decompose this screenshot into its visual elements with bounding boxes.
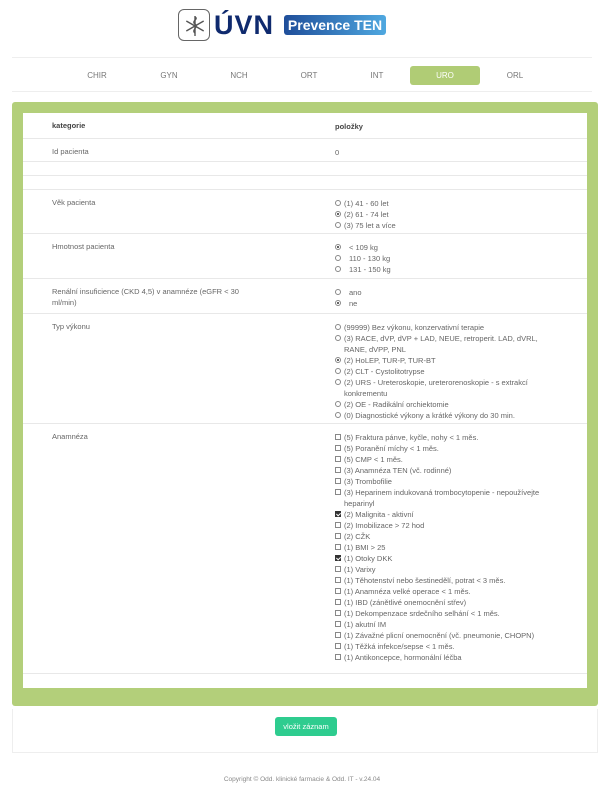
anamnesis-option[interactable]: (3) Anamnéza TEN (vč. rodinné) xyxy=(335,465,555,476)
department-tabs xyxy=(12,57,592,92)
anamnesis-option[interactable]: (5) Poranění míchy < 1 měs. xyxy=(335,443,555,454)
checkbox[interactable] xyxy=(335,434,341,440)
logo-text: ÚVN xyxy=(214,10,275,40)
anamnesis-row xyxy=(23,424,587,674)
anamnesis-options xyxy=(335,432,555,663)
checkbox[interactable] xyxy=(335,478,341,484)
checkbox[interactable] xyxy=(335,555,341,561)
radio-button[interactable] xyxy=(335,255,341,261)
anamnesis-option[interactable]: (2) CŽK xyxy=(335,531,555,542)
procedure-option[interactable]: (2) CLT - Cystolitotrypse xyxy=(335,366,555,377)
anamnesis-option[interactable]: (1) Antikoncepce, hormonální léčba xyxy=(335,652,555,663)
tab-gyn[interactable]: GYN xyxy=(160,71,178,80)
anamnesis-option[interactable]: (3) Trombofilie xyxy=(335,476,555,487)
anamnesis-option[interactable]: (1) Anamnéza velké operace < 1 měs. xyxy=(335,586,555,597)
logo-subtitle: Prevence TEN xyxy=(284,15,386,35)
radio-button[interactable] xyxy=(335,200,341,206)
radio-button[interactable] xyxy=(335,289,341,295)
anamnesis-label: Anamnéza xyxy=(52,432,88,441)
checkbox[interactable] xyxy=(335,533,341,539)
anamnesis-option[interactable]: (1) Otoky DKK xyxy=(335,553,555,564)
empty-row xyxy=(23,162,587,176)
checkbox[interactable] xyxy=(335,654,341,660)
checkbox[interactable] xyxy=(335,467,341,473)
anamnesis-option[interactable]: (1) Těžká infekce/sepse < 1 měs. xyxy=(335,641,555,652)
radio-button[interactable] xyxy=(335,244,341,250)
patient-id-value: 0 xyxy=(335,148,340,157)
weight-label: Hmotnost pacienta xyxy=(52,242,115,251)
radio-button[interactable] xyxy=(335,412,341,418)
weight-option[interactable]: 110 - 130 kg xyxy=(335,253,555,264)
weight-option[interactable]: < 109 kg xyxy=(335,242,555,253)
tab-chir[interactable]: CHIR xyxy=(87,71,107,80)
tab-uro[interactable]: URO xyxy=(410,66,480,85)
patient-id-label: Id pacienta xyxy=(52,147,89,156)
radio-button[interactable] xyxy=(335,211,341,217)
radio-button[interactable] xyxy=(335,368,341,374)
anamnesis-option[interactable]: (1) IBD (zánětlivé onemocnění střev) xyxy=(335,597,555,608)
tab-int[interactable]: INT xyxy=(370,71,384,80)
checkbox[interactable] xyxy=(335,643,341,649)
checkbox[interactable] xyxy=(335,511,341,517)
tab-ort[interactable]: ORT xyxy=(300,71,318,80)
procedure-option[interactable]: (0) Diagnostické výkony a krátké výkony do 30 min. xyxy=(335,410,555,421)
anamnesis-option[interactable]: (1) Těhotenství nebo šestinedělí, potrat < 3 měs. xyxy=(335,575,555,586)
radio-button[interactable] xyxy=(335,357,341,363)
anamnesis-option[interactable]: (1) Závažné plicní onemocnění (vč. pneumonie, CHOPN) xyxy=(335,630,555,641)
procedure-options xyxy=(335,322,555,421)
anamnesis-option[interactable]: (5) Fraktura pánve, kyčle, nohy < 1 měs. xyxy=(335,432,555,443)
anamnesis-option[interactable]: (1) Varixy xyxy=(335,564,555,575)
weight-option[interactable]: 131 - 150 kg xyxy=(335,264,555,275)
procedure-label: Typ výkonu xyxy=(52,322,90,331)
renal-options xyxy=(335,287,555,309)
procedure-option[interactable]: (3) RACE, dVP, dVP + LAD, NEUE, retroperit. LAD, dVRL, RANE, dVPP, PNL xyxy=(335,333,555,355)
weight-options xyxy=(335,242,555,275)
medical-star-logo-icon xyxy=(178,9,210,41)
anamnesis-option[interactable]: (3) Heparinem indukovaná trombocytopenie - nepoužívejte heparinyl xyxy=(335,487,555,509)
radio-button[interactable] xyxy=(335,266,341,272)
empty-row xyxy=(23,176,587,190)
column-header-items: položky xyxy=(335,122,363,131)
checkbox[interactable] xyxy=(335,445,341,451)
checkbox[interactable] xyxy=(335,621,341,627)
checkbox[interactable] xyxy=(335,588,341,594)
form-panel xyxy=(12,102,598,706)
radio-button[interactable] xyxy=(335,401,341,407)
submit-button[interactable]: vložit záznam xyxy=(275,717,337,736)
tab-orl[interactable]: ORL xyxy=(506,71,524,80)
column-header-category: kategorie xyxy=(52,121,86,130)
age-options xyxy=(335,198,555,231)
renal-label: Renální insuficience (CKD 4,5) v anamnéze (eGFR < 30 ml/min) xyxy=(52,287,239,307)
age-option[interactable]: (2) 61 - 74 let xyxy=(335,209,555,220)
checkbox[interactable] xyxy=(335,544,341,550)
procedure-option[interactable]: (2) OE - Radikální orchiektomie xyxy=(335,399,555,410)
checkbox[interactable] xyxy=(335,522,341,528)
radio-button[interactable] xyxy=(335,324,341,330)
anamnesis-option[interactable]: (1) BMI > 25 xyxy=(335,542,555,553)
age-option[interactable]: (1) 41 - 60 let xyxy=(335,198,555,209)
patient-id-row xyxy=(23,139,587,162)
procedure-row xyxy=(23,314,587,424)
anamnesis-option[interactable]: (1) akutní IM xyxy=(335,619,555,630)
age-option[interactable]: (3) 75 let a více xyxy=(335,220,555,231)
weight-row xyxy=(23,234,587,279)
age-row xyxy=(23,190,587,234)
checkbox[interactable] xyxy=(335,599,341,605)
table-header xyxy=(23,113,587,139)
radio-button[interactable] xyxy=(335,335,341,341)
copyright: Copyright © Odd. klinické farmacie & Odd. IT - v.24.04 xyxy=(223,776,381,783)
form-table xyxy=(23,113,587,688)
checkbox[interactable] xyxy=(335,456,341,462)
checkbox[interactable] xyxy=(335,577,341,583)
anamnesis-option[interactable]: (2) Malignita - aktivní xyxy=(335,509,555,520)
age-label: Věk pacienta xyxy=(52,198,96,207)
procedure-option[interactable]: (99999) Bez výkonu, konzervativní terapie xyxy=(335,322,555,333)
tab-nch[interactable]: NCH xyxy=(230,71,248,80)
checkbox[interactable] xyxy=(335,489,341,495)
radio-button[interactable] xyxy=(335,300,341,306)
checkbox[interactable] xyxy=(335,566,341,572)
checkbox[interactable] xyxy=(335,632,341,638)
anamnesis-option[interactable]: (5) CMP < 1 měs. xyxy=(335,454,555,465)
procedure-option[interactable]: (2) URS - Ureteroskopie, ureterorenoskopie - s extrakcí konkrementu xyxy=(335,377,555,399)
renal-option[interactable]: ne xyxy=(335,298,555,309)
renal-row xyxy=(23,279,587,314)
renal-option[interactable]: ano xyxy=(335,287,555,298)
radio-button[interactable] xyxy=(335,379,341,385)
anamnesis-option[interactable]: (2) Imobilizace > 72 hod xyxy=(335,520,555,531)
checkbox[interactable] xyxy=(335,610,341,616)
header xyxy=(0,0,604,55)
procedure-option[interactable]: (2) HoLEP, TUR-P, TUR-BT xyxy=(335,355,555,366)
radio-button[interactable] xyxy=(335,222,341,228)
anamnesis-option[interactable]: (1) Dekompenzace srdečního selhání < 1 měs. xyxy=(335,608,555,619)
